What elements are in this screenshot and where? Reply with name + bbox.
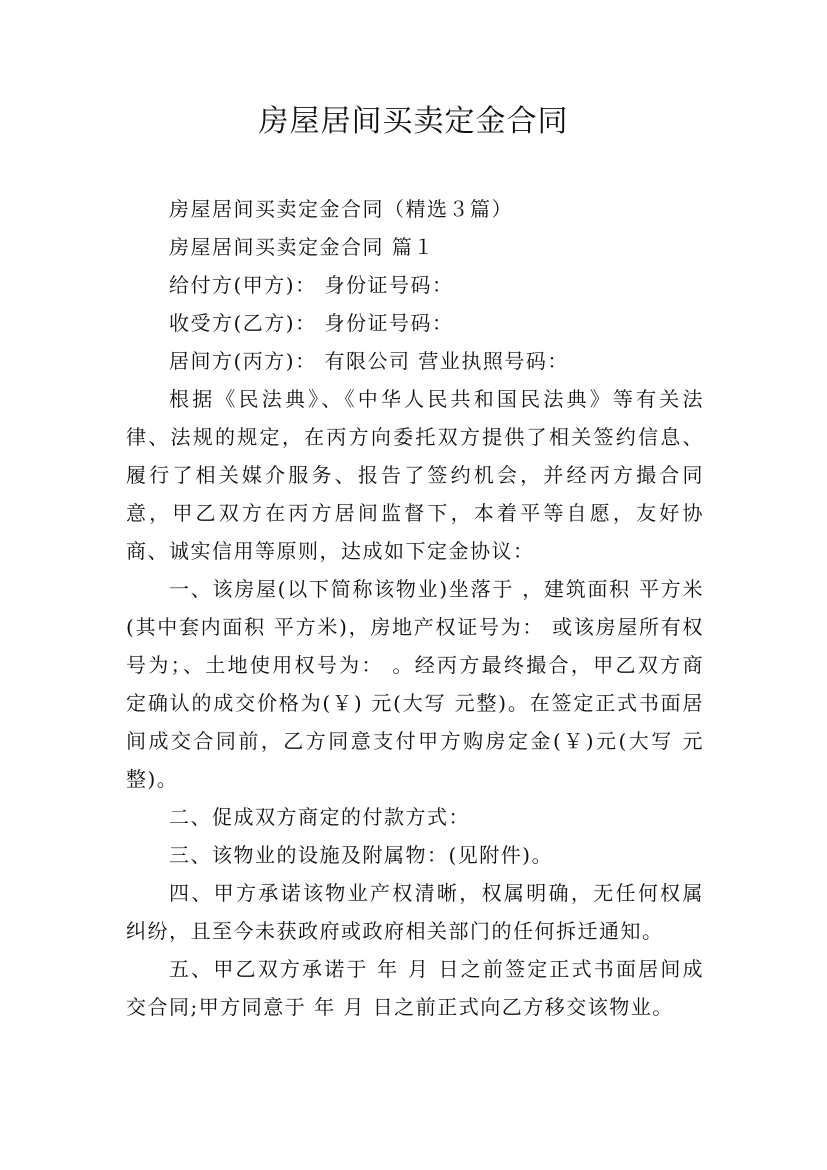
paragraph-clause-4: 四、甲方承诺该物业产权清晰，权属明确，无任何权属纠纷，且至今未获政府或政府相关部门的任何拆迁通知。 <box>126 881 704 943</box>
paragraph-clause-1: 一、该房屋(以下简称该物业)坐落于 ，建筑面积 平方米(其中套内面积 平方米)，房地产权证号为： 或该房屋所有权号为；、土地使用权号为： 。经丙方最终撮合，甲乙双方商定确认的成交价格为(￥) 元(大写 元整)。在签定正式书面居间成交合同前，乙方同意支付甲方购房定金(￥)元(大写 元整)。 <box>126 577 704 791</box>
paragraph-party-b: 收受方(乙方)： 身份证号码： <box>169 311 454 335</box>
paragraph-clause-3: 三、该物业的设施及附属物：(见附件)。 <box>169 843 554 867</box>
paragraph-preamble: 根据《民法典》、《中华人民共和国民法典》等有关法律、法规的规定，在丙方向委托双方提供了相关签约信息、履行了相关媒介服务、报告了签约机会，并经丙方撮合同意，甲乙双方在丙方居间监督下，本着平等自愿，友好协商、诚实信用等原则，达成如下定金协议： <box>126 387 704 563</box>
paragraph-party-a: 给付方(甲方)： 身份证号码： <box>169 273 454 297</box>
paragraph-section-heading: 房屋居间买卖定金合同 篇１ <box>169 235 435 259</box>
paragraph-party-c: 居间方(丙方)： 有限公司 营业执照号码： <box>169 349 569 373</box>
document-body <box>126 190 704 1026</box>
paragraph-clause-5: 五、甲乙双方承诺于 年 月 日之前签定正式书面居间成交合同;甲方同意于 年 月 日之前正式向乙方移交该物业。 <box>126 957 704 1019</box>
paragraph-clause-2: 二、促成双方商定的付款方式： <box>169 805 470 829</box>
document-title: 房屋居间买卖定金合同 <box>258 104 569 139</box>
paragraph-subtitle: 房屋居间买卖定金合同（精选３篇） <box>169 197 513 221</box>
